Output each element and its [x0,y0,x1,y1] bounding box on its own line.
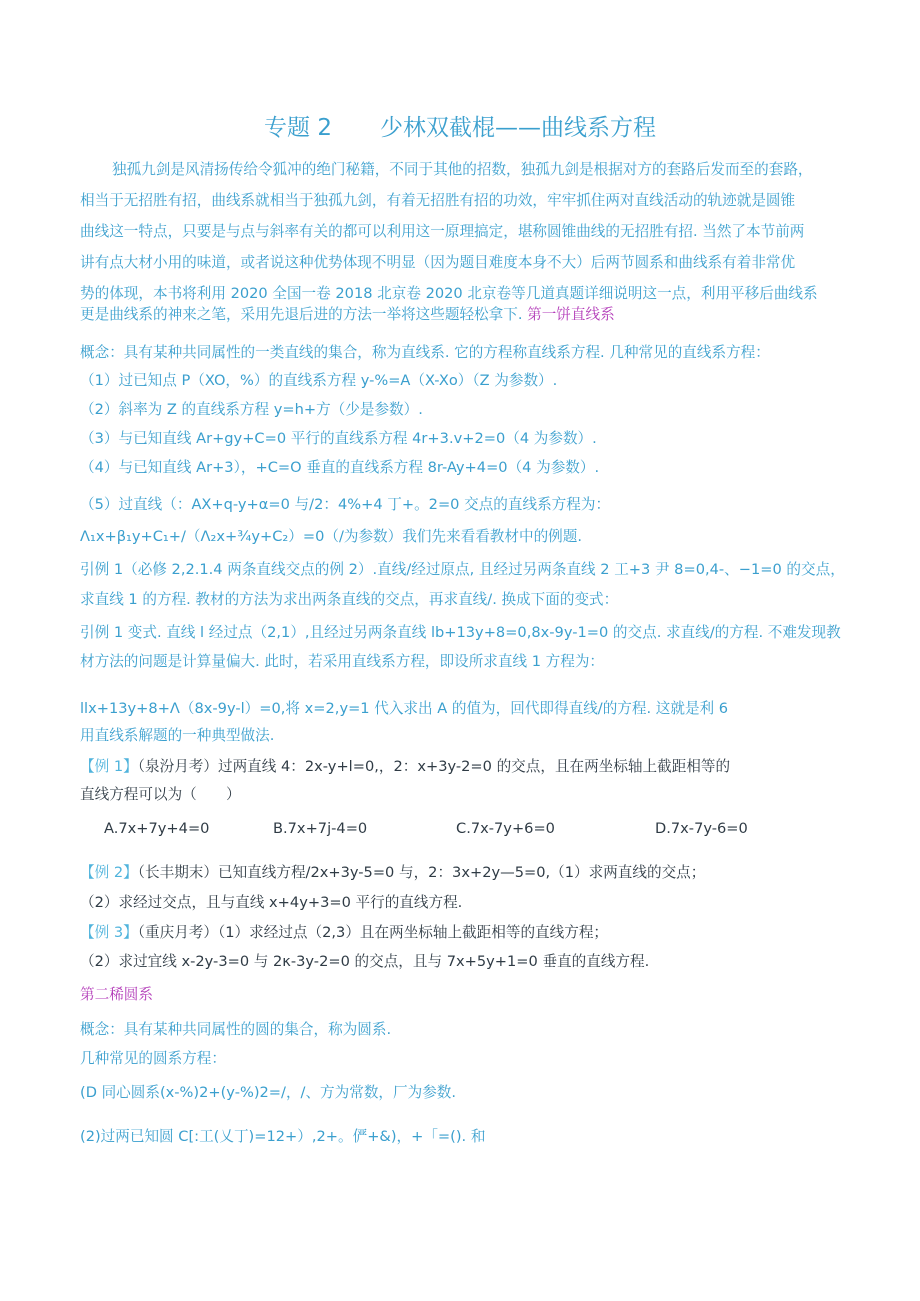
intro-line: 相当于无招胜有招，曲线系就相当于独孤九剑，有着无招胜有招的功效，牢牢抓住两对直线活动的轨迹就是圆锥 [80,192,796,209]
text-line: llx+13y+8+Λ（8x-9y-l）=0,将 x=2,y=1 代入求出 A 的值为，回代即得直线/的方程. 这就是利 6 [80,700,729,717]
intro-line: 讲有点大材小用的味道，或者说这种优势体现不明显（因为题目难度本身不大）后两节圆系和曲线系有着非常优 [80,254,796,271]
text-line: 用直线系解题的一种典型做法. [80,727,275,744]
concept-line: 概念：具有某种共同属性的一类直线的集合，称为直线系. 它的方程称直线系方程. 几种常见的直线系方程： [80,344,770,361]
section2-heading: 第二稀圆系 [80,986,153,1003]
example-3-cont: （2）求过宜线 x-2y-3=0 与 2κ-3y-2=0 的交点，且与 7x+5y+1=0 垂直的直线方程. [80,953,650,970]
example-2-cont: （2）求经过交点，且与直线 x+4y+3=0 平行的直线方程. [80,894,463,911]
example-text: （长丰期末）已知直线方程/2x+3y-5=0 与，2：3x+2y—5=0,（1）求两直线的交点； [137,864,706,881]
example-text: （重庆月考）（1）求经过点（2,3）且在两坐标轴上截距相等的直线方程； [137,924,609,941]
page-title [0,113,920,143]
example-2 [80,863,705,883]
intro-line: 更是曲线系的神来之笔，采用先退后进的方法一举将这些题轻松拿下. [80,306,528,323]
text-line: 几种常见的圆系方程： [80,1050,226,1067]
example-1-cont: 直线方程可以为（ ） [80,786,241,803]
title-main: 少林双截棍——曲线系方程 [379,115,656,141]
list-item: （5）过直线（：AX+q-y+α=0 与/2：4%+4 丁+。2=0 交点的直线系方程为： [80,496,611,513]
list-item: (2)过两已知圆 C[:工(乂丁)=12+）,2+。俨+&)，+「=(). 和 [80,1128,486,1145]
example-3 [80,923,608,943]
list-item: (D 同心圆系(x-%)2+(y-%)2=/，/、方为常数，厂为参数. [80,1084,457,1101]
list-item: （1）过已知点 P（XO，%）的直线系方程 y-%=A（X-Xo）（Z 为参数）. [80,372,558,389]
example-tag: 【例 3】 [80,924,138,941]
concept-line: 概念：具有某种共同属性的圆的集合，称为圆系. [80,1021,392,1038]
example-tag: 【例 1】 [80,758,138,775]
text-line: 引例 1（必修 2,2.1.4 两条直线交点的例 2）.直线/经过原点, 且经过另两条直线 2 工+3 尹 8=0,4-、−1=0 的交点， [80,561,845,578]
text-line: 引例 1 变式. 直线 l 经过点（2,1）,且经过另两条直线 lb+13y+8=0,8x-9y-1=0 的交点. 求直线/的方程. 不难发现教 [80,624,841,641]
example-text: （泉汾月考）过两直线 4：2x-y+l=0,，2：x+3y-2=0 的交点，且在两坐标轴上截距相等的 [137,758,731,775]
example-1 [80,757,730,777]
intro-line: 势的体现，本书将利用 2020 全国一卷 2018 北京卷 2020 北京卷等几道真题详细说明这一点，利用平移后曲线系 [80,285,818,302]
list-item: （4）与已知直线 Ar+3），+C=O 垂直的直线系方程 8r-Ay+4=0（4 为参数）. [80,459,600,476]
list-item: （2）斜率为 Z 的直线系方程 y=h+方（少是参数）. [80,401,423,418]
intro-line: 曲线这一特点，只要是与点与斜率有关的都可以利用这一原理搞定，堪称圆锥曲线的无招胜有招. 当然了本节前两 [80,223,805,240]
option-c: C.7x-7y+6=0 [456,820,555,837]
option-b: B.7x+7j-4=0 [273,820,368,837]
example-tag: 【例 2】 [80,864,138,881]
option-a: A.7x+7y+4=0 [104,820,210,837]
intro-last-line [80,305,615,325]
section1-heading: 第一饼直线系 [527,306,615,323]
intro-line: 独孤九剑是风清扬传给令狐冲的绝门秘籍，不同于其他的招数，独孤九剑是根据对方的套路后发而至的套路， [112,161,813,178]
formula-line: Λ₁x+β₁y+C₁+/（Λ₂x+¾y+C₂）=0（/为参数）我们先来看看教材中的例题. [80,528,583,545]
text-line: 求直线 1 的方程. 教材的方法为求出两条直线的交点，再求直线/. 换成下面的变式： [80,591,619,608]
text-line: 材方法的问题是计算量偏大. 此时，若采用直线系方程，即设所求直线 1 方程为： [80,653,605,670]
title-prefix: 专题 2 [264,115,332,141]
option-d: D.7x-7y-6=0 [655,820,748,837]
list-item: （3）与已知直线 Ar+gy+C=0 平行的直线系方程 4r+3.v+2=0（4 为参数）. [80,430,597,447]
